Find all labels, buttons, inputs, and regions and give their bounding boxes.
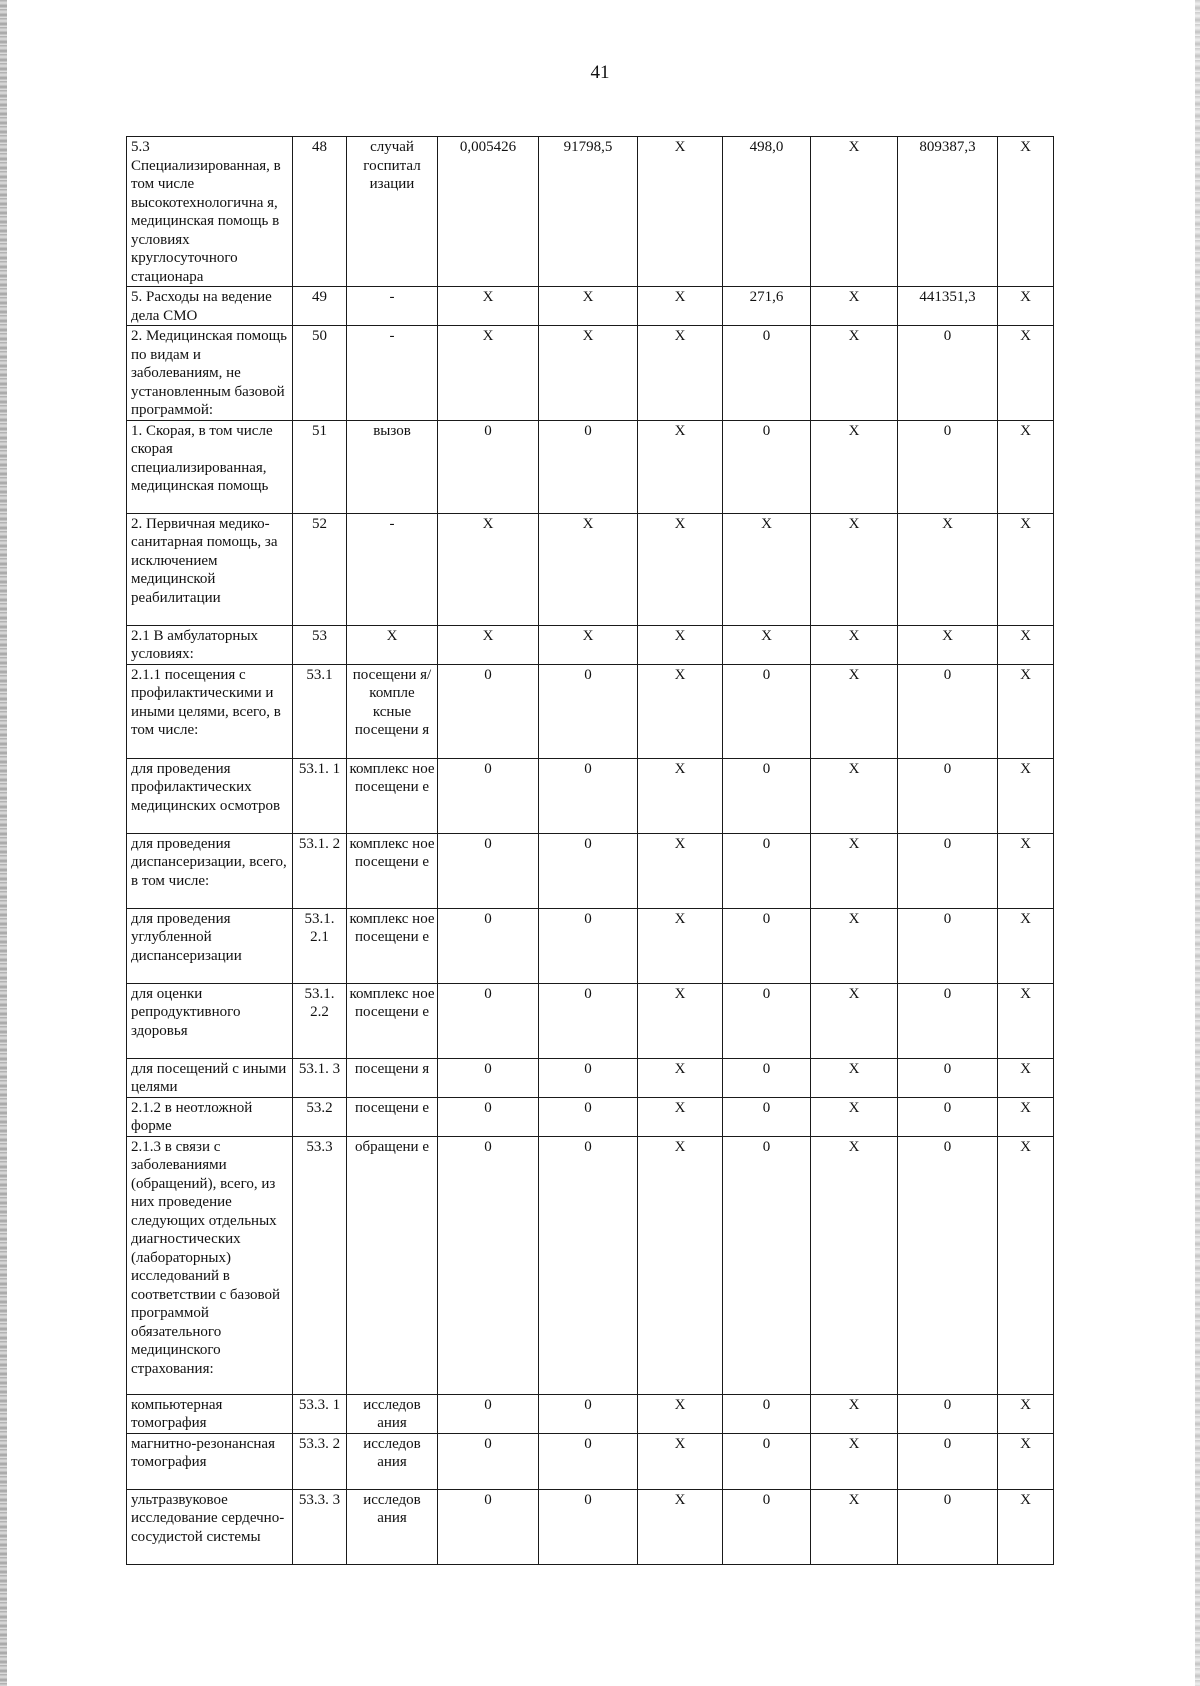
- cell-unit: исследов ания: [347, 1489, 438, 1564]
- cell-name: 2. Медицинская помощь по видам и заболеваниям, не установленным базовой программой:: [127, 326, 293, 421]
- cell-value: 0: [898, 326, 998, 421]
- cell-value: X: [638, 983, 723, 1058]
- cell-value: X: [638, 1394, 723, 1433]
- cell-value: X: [811, 137, 898, 287]
- cell-code: 53.1. 3: [293, 1058, 347, 1097]
- cell-value: X: [638, 833, 723, 908]
- cell-value: 0: [723, 758, 811, 833]
- cell-unit: исследов ания: [347, 1433, 438, 1489]
- table-row: [127, 1097, 1054, 1136]
- cell-unit: посещени е: [347, 1097, 438, 1136]
- cell-value: 0: [898, 983, 998, 1058]
- table-row: [127, 758, 1054, 833]
- cell-value: X: [998, 137, 1054, 287]
- cell-value: X: [811, 664, 898, 758]
- cell-unit: комплекс ное посещени е: [347, 758, 438, 833]
- table-row: [127, 420, 1054, 513]
- cell-value: 0: [438, 1058, 539, 1097]
- table-row: [127, 326, 1054, 421]
- cell-value: X: [998, 664, 1054, 758]
- cell-value: 0: [723, 326, 811, 421]
- cell-value: X: [998, 1433, 1054, 1489]
- cell-value: 0: [723, 1097, 811, 1136]
- cell-value: 0: [438, 908, 539, 983]
- cell-value: 0: [438, 420, 539, 513]
- cell-name: для проведения диспансеризации, всего, в том числе:: [127, 833, 293, 908]
- cell-value: X: [638, 908, 723, 983]
- cell-value: X: [811, 1097, 898, 1136]
- cell-value: X: [898, 625, 998, 664]
- cell-code: 53.1. 1: [293, 758, 347, 833]
- cell-value: X: [438, 326, 539, 421]
- cell-value: 0: [438, 1489, 539, 1564]
- cell-value: 0: [723, 1058, 811, 1097]
- cell-value: 0,005426: [438, 137, 539, 287]
- cell-code: 49: [293, 287, 347, 326]
- cell-value: X: [438, 287, 539, 326]
- cell-value: X: [638, 420, 723, 513]
- cell-unit: комплекс ное посещени е: [347, 983, 438, 1058]
- cell-value: 0: [898, 420, 998, 513]
- cell-value: 91798,5: [539, 137, 638, 287]
- cell-name: 2.1.1 посещения с профилактическими и иными целями, всего, в том числе:: [127, 664, 293, 758]
- cell-value: X: [638, 625, 723, 664]
- cell-name: 5. Расходы на ведение дела СМО: [127, 287, 293, 326]
- cell-code: 53.2: [293, 1097, 347, 1136]
- cell-value: X: [539, 625, 638, 664]
- cell-code: 53.3. 3: [293, 1489, 347, 1564]
- cell-value: X: [811, 1136, 898, 1394]
- cell-value: X: [998, 983, 1054, 1058]
- table-row: [127, 287, 1054, 326]
- cell-value: 0: [539, 758, 638, 833]
- cell-value: 0: [898, 1136, 998, 1394]
- cell-name: магнитно-резонансная томография: [127, 1433, 293, 1489]
- cell-unit: посещени я/компле ксные посещени я: [347, 664, 438, 758]
- cell-name: 2.1 В амбулаторных условиях:: [127, 625, 293, 664]
- cell-value: X: [998, 1394, 1054, 1433]
- cell-name: 2.1.2 в неотложной форме: [127, 1097, 293, 1136]
- cell-value: 0: [539, 1136, 638, 1394]
- cell-value: X: [539, 513, 638, 625]
- table-row: [127, 983, 1054, 1058]
- cell-value: 0: [539, 1489, 638, 1564]
- cell-code: 50: [293, 326, 347, 421]
- cell-value: X: [539, 287, 638, 326]
- scan-edge-left: [0, 0, 7, 1686]
- cell-value: 0: [898, 758, 998, 833]
- cell-value: X: [811, 1433, 898, 1489]
- cell-value: X: [539, 326, 638, 421]
- cell-value: 0: [723, 1394, 811, 1433]
- cell-unit: -: [347, 513, 438, 625]
- cell-code: 53.3. 2: [293, 1433, 347, 1489]
- cell-code: 53.3: [293, 1136, 347, 1394]
- cell-name: для посещений с иными целями: [127, 1058, 293, 1097]
- cell-unit: вызов: [347, 420, 438, 513]
- cell-name: 2. Первичная медико-санитарная помощь, за исключением медицинской реабилитации: [127, 513, 293, 625]
- cell-value: 0: [898, 664, 998, 758]
- cell-value: 0: [723, 420, 811, 513]
- cell-unit: X: [347, 625, 438, 664]
- cell-value: 0: [438, 1097, 539, 1136]
- cell-value: 0: [898, 1433, 998, 1489]
- cell-value: X: [638, 137, 723, 287]
- cell-name: 1. Скорая, в том числе скорая специализированная, медицинская помощь: [127, 420, 293, 513]
- table-row: [127, 1058, 1054, 1097]
- cell-value: 0: [539, 1097, 638, 1136]
- cell-unit: -: [347, 326, 438, 421]
- cell-value: X: [998, 1097, 1054, 1136]
- cell-value: X: [998, 287, 1054, 326]
- cell-value: X: [811, 983, 898, 1058]
- cell-value: 0: [438, 758, 539, 833]
- cell-value: 0: [898, 1489, 998, 1564]
- cell-value: 0: [723, 1136, 811, 1394]
- cell-value: 0: [539, 983, 638, 1058]
- cell-unit: случай госпитал изации: [347, 137, 438, 287]
- cell-name: для проведения профилактических медицинских осмотров: [127, 758, 293, 833]
- cell-value: X: [998, 326, 1054, 421]
- cell-value: 0: [438, 1394, 539, 1433]
- table-row: [127, 1136, 1054, 1394]
- scan-edge-right: [1195, 0, 1200, 1686]
- cell-value: X: [438, 625, 539, 664]
- cell-name: компьютерная томография: [127, 1394, 293, 1433]
- cell-value: X: [438, 513, 539, 625]
- cell-value: X: [638, 1058, 723, 1097]
- cell-value: 0: [438, 1136, 539, 1394]
- cell-value: X: [811, 1394, 898, 1433]
- table-row: [127, 833, 1054, 908]
- cell-code: 53.1. 2.2: [293, 983, 347, 1058]
- cell-value: 0: [539, 1058, 638, 1097]
- cell-value: 0: [898, 833, 998, 908]
- cell-value: X: [998, 625, 1054, 664]
- cell-value: X: [811, 758, 898, 833]
- cell-code: 48: [293, 137, 347, 287]
- cell-value: X: [998, 1058, 1054, 1097]
- page-number: 41: [590, 62, 610, 83]
- cell-code: 53.1: [293, 664, 347, 758]
- cell-name: ультразвуковое исследование сердечно-сосудистой системы: [127, 1489, 293, 1564]
- cell-value: 0: [438, 833, 539, 908]
- cell-value: X: [638, 1433, 723, 1489]
- cell-value: X: [638, 287, 723, 326]
- cell-value: X: [638, 326, 723, 421]
- cell-name: 2.1.3 в связи с заболеваниями (обращений), всего, из них проведение следующих отдельных диагностических (лабораторных) исследований в соответствии с базовой программой обязательного медицинского страхования:: [127, 1136, 293, 1394]
- table-row: [127, 908, 1054, 983]
- cell-value: 441351,3: [898, 287, 998, 326]
- cell-value: 809387,3: [898, 137, 998, 287]
- table-row: [127, 664, 1054, 758]
- cell-value: X: [638, 1097, 723, 1136]
- cell-value: X: [998, 833, 1054, 908]
- cell-unit: -: [347, 287, 438, 326]
- cell-value: X: [811, 1489, 898, 1564]
- cell-value: 0: [539, 1394, 638, 1433]
- cell-value: X: [998, 420, 1054, 513]
- cell-value: 0: [898, 1394, 998, 1433]
- cell-value: X: [811, 326, 898, 421]
- cell-value: 0: [539, 664, 638, 758]
- cell-value: X: [998, 513, 1054, 625]
- cell-value: 0: [898, 1097, 998, 1136]
- cell-value: X: [638, 1489, 723, 1564]
- cell-value: 0: [723, 1489, 811, 1564]
- table-row: [127, 1433, 1054, 1489]
- cell-unit: исследов ания: [347, 1394, 438, 1433]
- cell-value: 0: [539, 833, 638, 908]
- cell-value: 271,6: [723, 287, 811, 326]
- cell-code: 52: [293, 513, 347, 625]
- cell-value: 0: [723, 664, 811, 758]
- cell-value: X: [811, 513, 898, 625]
- cell-value: X: [638, 1136, 723, 1394]
- cell-code: 53.1. 2.1: [293, 908, 347, 983]
- cell-value: X: [998, 758, 1054, 833]
- cell-value: 498,0: [723, 137, 811, 287]
- cell-unit: комплекс ное посещени е: [347, 833, 438, 908]
- cell-value: X: [811, 908, 898, 983]
- cell-value: X: [811, 287, 898, 326]
- cell-value: 0: [898, 1058, 998, 1097]
- cell-value: X: [638, 664, 723, 758]
- cell-value: 0: [898, 908, 998, 983]
- table-row: [127, 513, 1054, 625]
- cell-unit: обращени е: [347, 1136, 438, 1394]
- cell-value: 0: [723, 908, 811, 983]
- cell-value: X: [998, 908, 1054, 983]
- cell-value: X: [638, 513, 723, 625]
- table-row: [127, 1394, 1054, 1433]
- cell-value: X: [723, 513, 811, 625]
- cell-value: 0: [723, 1433, 811, 1489]
- cell-value: 0: [539, 908, 638, 983]
- cell-value: X: [998, 1136, 1054, 1394]
- cell-value: 0: [438, 664, 539, 758]
- cell-value: 0: [539, 420, 638, 513]
- table-row: [127, 625, 1054, 664]
- cell-code: 53.1. 2: [293, 833, 347, 908]
- cell-unit: комплекс ное посещени е: [347, 908, 438, 983]
- cell-value: 0: [539, 1433, 638, 1489]
- cell-code: 53: [293, 625, 347, 664]
- cell-value: 0: [438, 983, 539, 1058]
- table-row: [127, 1489, 1054, 1564]
- cell-value: X: [811, 625, 898, 664]
- table-row: [127, 137, 1054, 287]
- cell-name: для проведения углубленной диспансеризации: [127, 908, 293, 983]
- cell-value: X: [898, 513, 998, 625]
- cell-value: X: [723, 625, 811, 664]
- cell-value: X: [811, 420, 898, 513]
- cell-value: 0: [723, 833, 811, 908]
- cell-value: 0: [438, 1433, 539, 1489]
- cell-value: X: [811, 1058, 898, 1097]
- cell-code: 53.3. 1: [293, 1394, 347, 1433]
- cell-value: X: [811, 833, 898, 908]
- cell-name: для оценки репродуктивного здоровья: [127, 983, 293, 1058]
- cell-value: X: [998, 1489, 1054, 1564]
- cell-unit: посещени я: [347, 1058, 438, 1097]
- cell-name: 5.3 Специализированная, в том числе высокотехнологична я, медицинская помощь в условиях круглосуточного стационара: [127, 137, 293, 287]
- cell-value: 0: [723, 983, 811, 1058]
- data-table: [126, 136, 1054, 1565]
- cell-value: X: [638, 758, 723, 833]
- cell-code: 51: [293, 420, 347, 513]
